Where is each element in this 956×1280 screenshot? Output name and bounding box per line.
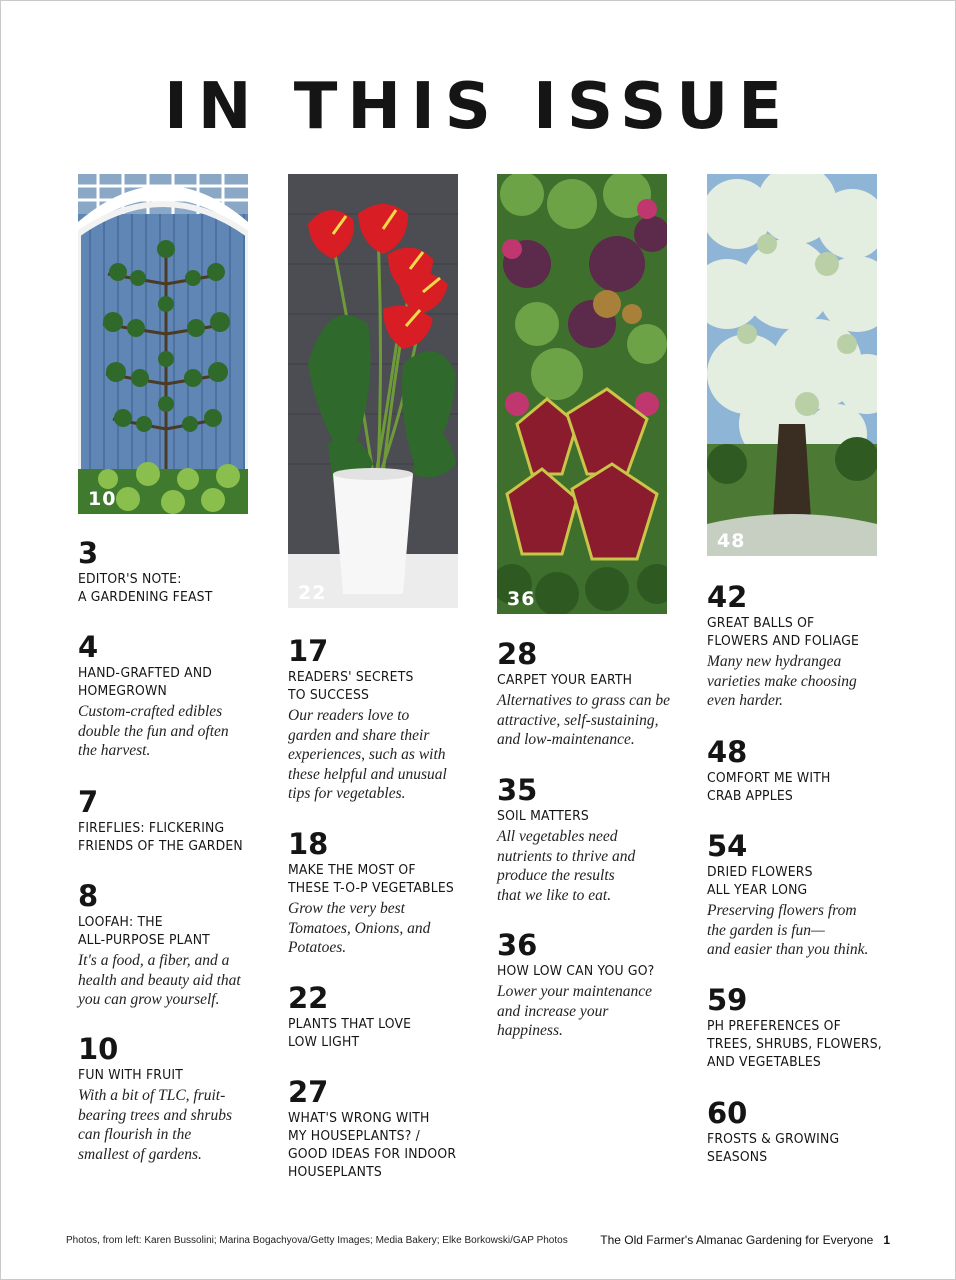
photo-espalier[interactable] xyxy=(78,174,248,514)
entry-page-number: 48 xyxy=(707,735,748,769)
entry-page-number: 42 xyxy=(707,580,748,614)
entry-page-number: 18 xyxy=(288,827,329,861)
toc-entry-7[interactable] xyxy=(78,787,258,855)
entry-headline: FUN WITH FRUIT xyxy=(78,1067,183,1083)
entry-description: Our readers love to garden and share their experiences, such as with these helpful and unusual tips for vegetables. xyxy=(288,707,447,802)
entry-headline: SOIL MATTERS xyxy=(497,808,589,824)
entry-headline: FROSTS & GROWING SEASONS xyxy=(707,1131,840,1165)
entry-description: Many new hydrangea varieties make choosing even harder. xyxy=(707,653,857,709)
entry-page-number: 54 xyxy=(707,829,748,863)
running-footer xyxy=(600,1233,890,1247)
entry-headline: DRIED FLOWERS ALL YEAR LONG xyxy=(707,864,813,898)
entry-page-number: 17 xyxy=(288,634,329,668)
entry-page-number: 28 xyxy=(497,637,538,671)
entry-description: Preserving flowers from the garden is fun— and easier than you think. xyxy=(707,902,869,958)
photo-coleus[interactable] xyxy=(497,174,667,614)
entry-headline: CARPET YOUR EARTH xyxy=(497,672,633,688)
anthurium-image xyxy=(288,174,458,608)
entry-headline: GREAT BALLS OF FLOWERS AND FOLIAGE xyxy=(707,615,860,649)
toc-entry-27[interactable] xyxy=(288,1077,468,1181)
photo-page-number: 10 xyxy=(88,488,117,510)
entry-description: Lower your maintenance and increase your happiness. xyxy=(497,983,652,1039)
toc-entry-48[interactable] xyxy=(707,737,887,805)
entry-page-number: 7 xyxy=(78,785,99,819)
entry-page-number: 4 xyxy=(78,630,99,664)
entry-page-number: 35 xyxy=(497,773,538,807)
entry-page-number: 60 xyxy=(707,1096,748,1130)
entry-page-number: 3 xyxy=(78,536,99,570)
entry-page-number: 59 xyxy=(707,983,748,1017)
entry-page-number: 8 xyxy=(78,879,99,913)
toc-entry-54[interactable] xyxy=(707,831,887,960)
toc-entry-59[interactable] xyxy=(707,985,887,1071)
toc-entry-18[interactable] xyxy=(288,829,468,958)
publication-name: The Old Farmer's Almanac Gardening for Everyone xyxy=(600,1233,874,1247)
toc-entry-35[interactable] xyxy=(497,775,677,905)
entry-page-number: 36 xyxy=(497,928,538,962)
entry-description: All vegetables need nutrients to thrive and produce the results that we like to eat. xyxy=(497,828,636,904)
entry-headline: READERS' SECRETS TO SUCCESS xyxy=(288,669,414,703)
toc-entry-42[interactable] xyxy=(707,582,887,711)
photo-page-number: 22 xyxy=(298,582,327,604)
entry-description: Grow the very best Tomatoes, Onions, and Potatoes. xyxy=(288,900,431,956)
photo-anthurium[interactable] xyxy=(288,174,458,608)
page-title: IN THIS ISSUE xyxy=(164,70,792,144)
entry-headline: HOW LOW CAN YOU GO? xyxy=(497,963,655,979)
crabapple-image xyxy=(707,174,877,556)
entry-headline: MAKE THE MOST OF THESE T-O-P VEGETABLES xyxy=(288,862,454,896)
entry-page-number: 10 xyxy=(78,1032,119,1066)
toc-entry-22[interactable] xyxy=(288,983,468,1051)
entry-description: It's a food, a fiber, and a health and beauty aid that you can grow yourself. xyxy=(78,952,241,1008)
entry-page-number: 27 xyxy=(288,1075,329,1109)
photo-page-number: 48 xyxy=(717,530,746,552)
photo-crabapple[interactable] xyxy=(707,174,877,556)
toc-entry-8[interactable] xyxy=(78,881,258,1010)
toc-entry-4[interactable] xyxy=(78,632,258,761)
toc-entry-36[interactable] xyxy=(497,930,677,1041)
entry-headline: COMFORT ME WITH CRAB APPLES xyxy=(707,770,831,804)
entry-headline: FIREFLIES: FLICKERING FRIENDS OF THE GARDEN xyxy=(78,820,243,854)
toc-entry-28[interactable] xyxy=(497,639,677,750)
toc-entry-10[interactable] xyxy=(78,1034,258,1164)
photo-page-number: 36 xyxy=(507,588,536,610)
toc-entry-3[interactable] xyxy=(78,538,258,606)
entry-description: With a bit of TLC, fruit- bearing trees and shrubs can flourish in the smallest of gardens. xyxy=(78,1087,232,1163)
folio-page-number: 1 xyxy=(883,1233,890,1247)
entry-headline: WHAT'S WRONG WITH MY HOUSEPLANTS? / GOOD IDEAS FOR INDOOR HOUSEPLANTS xyxy=(288,1110,457,1180)
entry-headline: PLANTS THAT LOVE LOW LIGHT xyxy=(288,1016,412,1050)
entry-description: Custom-crafted edibles double the fun and often the harvest. xyxy=(78,703,229,759)
coleus-image xyxy=(497,174,667,614)
entry-page-number: 22 xyxy=(288,981,329,1015)
entry-description: Alternatives to grass can be attractive, self-sustaining, and low-maintenance. xyxy=(497,692,671,748)
toc-entry-60[interactable] xyxy=(707,1098,887,1166)
photo-credits: Photos, from left: Karen Bussolini; Marina Bogachyova/Getty Images; Media Bakery; Elke Borkowski/GAP Photos xyxy=(66,1235,568,1246)
toc-entry-17[interactable] xyxy=(288,636,468,804)
entry-headline: HAND-GRAFTED AND HOMEGROWN xyxy=(78,665,213,699)
entry-headline: EDITOR'S NOTE: A GARDENING FEAST xyxy=(78,571,213,605)
entry-headline: LOOFAH: THE ALL-PURPOSE PLANT xyxy=(78,914,210,948)
entry-headline: PH PREFERENCES OF TREES, SHRUBS, FLOWERS, AND VEGETABLES xyxy=(707,1018,882,1070)
espalier-image xyxy=(78,174,248,514)
